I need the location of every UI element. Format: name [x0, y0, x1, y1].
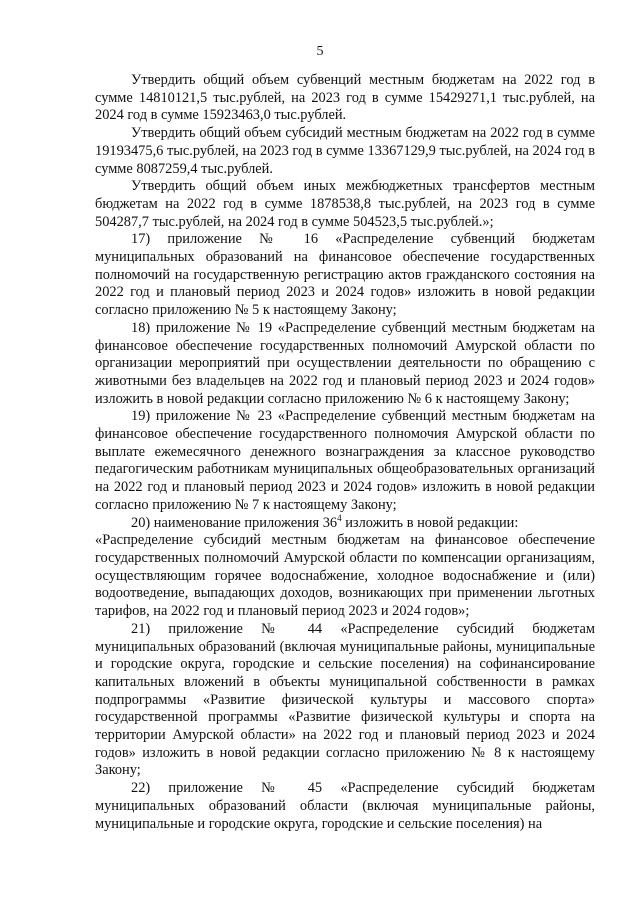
paragraph-item-22: 22) приложение № 45 «Распределение субсидий бюджетам муниципальных образований области (включая муниципальные районы, муниципальные и городские округа, городские и сельские поселения) на [95, 780, 595, 832]
paragraph-item-19: 19) приложение № 23 «Распределение субвенций местным бюджетам на финансовое обеспечение государственного полномочия Амурской области по выплате ежемесячного денежного вознаграждения за классное руководство педагогическим работникам муниципальных общеобразовательных организаций на 2022 год и плановый период 2023 и 2024 годов» изложить в новой редакции согласно приложению № 7 к настоящему Закону; [95, 408, 595, 513]
paragraph-subventions-total: Утвердить общий объем субвенций местным бюджетам на 2022 год в сумме 14810121,5 тыс.рублей, на 2023 год в сумме 15429271,1 тыс.рублей, на 2024 год в сумме 15923463,0 тыс.рублей. [95, 72, 595, 124]
paragraph-item-20 [95, 512, 595, 533]
paragraph-item-21: 21) приложение № 44 «Распределение субсидий бюджетам муниципальных образований (включая муниципальные районы, муниципальные и городские округа, городские и сельские поселения) на софинансирование капитальных вложений в объекты муниципальной собственности в рамках подпрограммы «Развитие физической культуры и массового спорта» государственной программы «Развитие физической культуры и спорта на территории Амурской области» на 2022 год и плановый период 2023 и 2024 годов» изложить в новой редакции согласно приложению № 8 к настоящему Закону; [95, 620, 595, 779]
page-number: 5 [316, 44, 324, 59]
document-body [95, 72, 595, 833]
paragraph-appendix-36-title: «Распределение субсидий местным бюджетам на финансовое обеспечение государственных полномочий Амурской области по компенсации организациям, осуществляющим горячее водоснабжение, холодное водоснабжение и (или) водоотведение, выпадающих доходов, возникающих при применении льготных тарифов, на 2022 год и плановый период 2023 и 2024 годов»; [95, 532, 595, 620]
appendix-superscript: 4 [337, 512, 342, 523]
paragraph-item-18: 18) приложение № 19 «Распределение субвенций местным бюджетам на финансовое обеспечение государственных полномочий Амурской области по организации мероприятий при осуществлении деятельности по обращению с животными без владельцев на 2022 год и плановый период 2023 и 2024 годов» изложить в новой редакции согласно приложению № 6 к настоящему Закону; [95, 319, 595, 407]
paragraph-subsidies-total: Утвердить общий объем субсидий местным бюджетам на 2022 год в сумме 19193475,6 тыс.рублей, на 2023 год в сумме 13367129,9 тыс.рублей, на 2024 год в сумме 8087259,4 тыс.рублей. [95, 125, 595, 177]
paragraph-item-20-text: 20) наименование приложения 36 [131, 514, 338, 531]
paragraph-item-20-tail: изложить в новой редакции: [341, 514, 519, 531]
paragraph-other-transfers-total: Утвердить общий объем иных межбюджетных трансфертов местным бюджетам на 2022 год в сумме 1878538,8 тыс.рублей, на 2023 год в сумме 504287,7 тыс.рублей, на 2024 год в сумме 504523,5 тыс.рублей.»; [95, 178, 595, 230]
paragraph-item-17: 17) приложение № 16 «Распределение субвенций бюджетам муниципальных образований на финансовое обеспечение государственных полномочий на государственную регистрацию актов гражданского состояния на 2022 год и плановый период 2023 и 2024 годов» изложить в новой редакции согласно приложению № 5 к настоящему Закону; [95, 231, 595, 319]
